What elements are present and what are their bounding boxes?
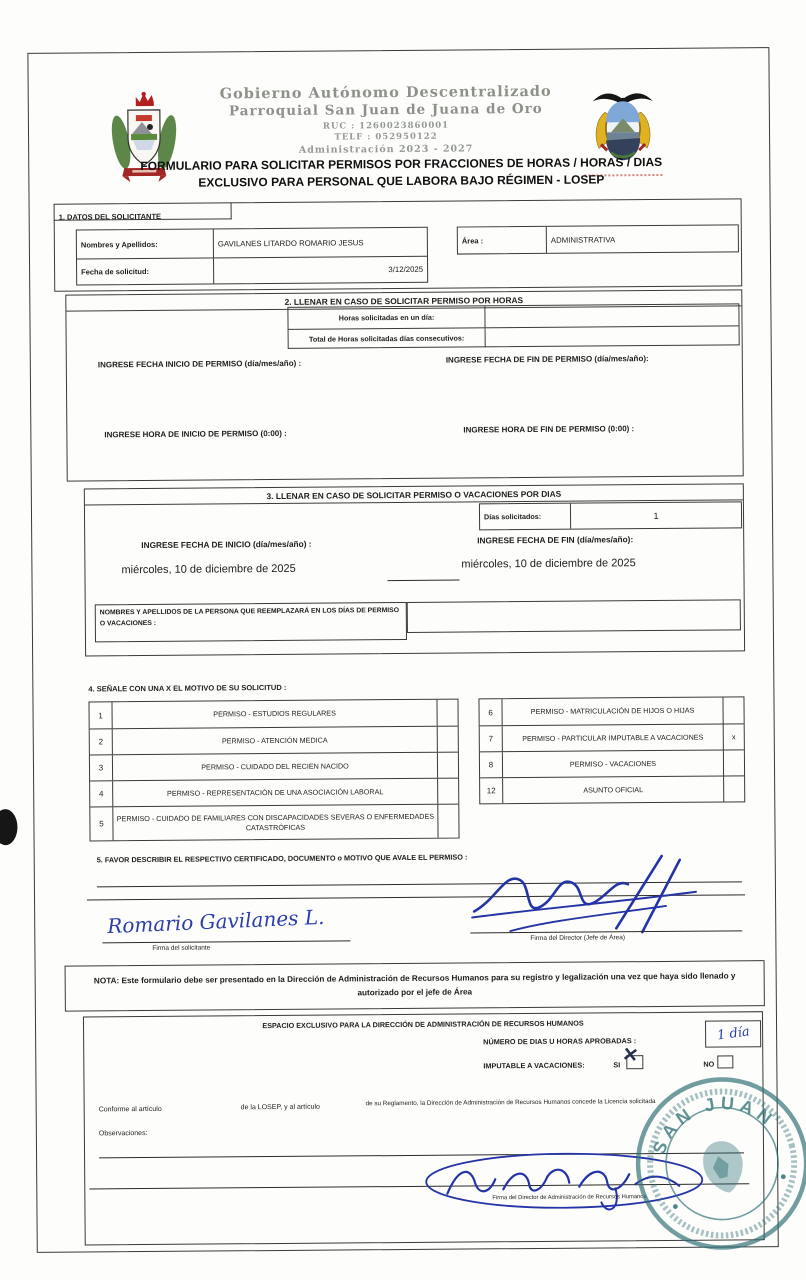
motivo-num: 6 [479,699,502,725]
hours-table [287,303,739,349]
motivo-row-4 [90,778,458,807]
motivo-num: 12 [480,778,503,803]
fecha-solicitud-value: 3/12/2025 [213,257,427,284]
form-title-line1: FORMULARIO PARA SOLICITAR PERMISOS POR FRACCIONES DE HORAS / HORAS / DIAS [140,154,663,174]
official-stamp [631,1073,806,1254]
fecha-solicitud-label: Fecha de solicitud: [81,266,150,277]
no-label: NO [703,1059,715,1069]
motivo-mark-cell [436,700,457,726]
motivo-row-5 [90,804,458,841]
hr-section-heading: ESPACIO EXCLUSIVO PARA LA DIRECCIÓN DE ADMINISTRACIÓN DE RECURSOS HUMANOS [262,1018,584,1031]
motivo-label: PERMISO - MATRICULACIÓN DE HIJOS O HIJAS [530,705,695,717]
applicant-table [76,227,428,286]
area-table [457,224,739,254]
form-title [76,153,726,192]
motivo-label: PERMISO - ATENCIÓN MEDICA [221,735,328,746]
motivo-mark-cell [723,750,744,775]
applicant-signature-handwriting: Romario Gavilanes L. [106,904,325,939]
days-table [479,501,742,530]
section3-heading: 3. LLENAR EN CASO DE SOLICITAR PERMISO O VACACIONES POR DIAS [85,484,743,505]
s3-fecha-fin-label: INGRESE FECHA DE FIN (día/mes/año): [477,534,634,546]
motivo-num: 1 [89,702,112,728]
hole-punch-mark [0,809,18,845]
motivo-mark-cell [437,779,458,804]
motivo-mark-cell [437,727,458,752]
motivos-table-right [478,696,745,804]
motivo-num: 3 [90,755,113,780]
form-title-line2: EXCLUSIVO PARA PERSONAL QUE LABORA BAJO RÉGIMEN - LOSEP [198,172,605,190]
org-name-line1: Gobierno Autónomo Descentralizado [219,82,552,103]
dias-solicitados-value: 1 [570,502,741,528]
s3-fecha-inicio-label: INGRESE FECHA DE INICIO (día/mes/año) : [141,538,312,551]
org-name-line2: Parroquial San Juan de Juana de Oro [228,100,543,120]
conforme-text-2: de la LOSEP, y al artículo [240,1103,320,1112]
motivo-row-3 [90,752,458,781]
horas-dia-value [484,304,738,327]
s2-fecha-inicio-label: INGRESE FECHA INICIO DE PERMISO (día/mes/año) : [97,358,302,370]
si-label: SI [613,1060,621,1070]
s2-fecha-fin-label: INGRESE FECHA DE FIN DE PERMISO (día/mes/año): [445,354,649,365]
conforme-text-1: Conforme al artículo [98,1105,162,1114]
motivo-num: 8 [480,752,503,777]
nota-text: NOTA: Este formulario debe ser presentado en la Dirección de Administración de Recursos Humanos para su registro y legalización una vez que haya sido llenado y autorizado por el jefe de Área [93,971,736,998]
motivo-label: PERMISO - CUIDADO DEL RECIEN NACIDO [201,761,349,772]
motivo-num: 7 [480,726,503,751]
motivo-row-8 [480,749,744,777]
stamp-text: SAN JUAN [648,1092,780,1158]
nombres-value: GAVILANES LITARDO ROMARIO JESUS [213,228,427,258]
area-label: Área : [461,235,484,246]
motivo-num: 2 [90,729,113,754]
horas-consecutivos-label: Total de Horas solicitadas días consecutivos: [308,333,465,344]
section1-heading: 1. DATOS DEL SOLICITANTE [58,211,162,222]
applicant-signature-label: Firma del solicitante [152,944,211,952]
s2-hora-fin-label: INGRESE HORA DE FIN DE PERMISO (0:00) : [463,424,635,435]
motivo-num: 5 [90,807,113,840]
motivo-label: PERMISO - REPRESENTACIÓN DE UNA ASOCIACIÓN LABORAL [166,786,384,798]
motivo-label: PERMISO - CUIDADO DE FAMILIARES CON DISCAPACIDADES SEVERAS O ENFERMEDADES CATASTRÓFICAS [116,811,435,832]
no-checkbox [717,1055,733,1068]
motivo-label: PERMISO - PARTICULAR IMPUTABLE A VACACIONES [522,732,704,743]
area-value: ADMINISTRATIVA [546,225,738,253]
reemplazo-label-box: NOMBRES Y APELLIDOS DE LA PERSONA QUE REEMPLAZARÁ EN LOS DÍAS DE PERMISO O VACACIONES : [95,602,407,642]
motivos-table-left [88,699,459,842]
org-telf: TELF : 052950122 [334,131,438,143]
s3-fecha-inicio-value: miércoles, 10 de diciembre de 2025 [121,562,296,577]
aprobadas-handwritten-value: 1 día [715,1024,751,1044]
aprobadas-value-box [705,1020,761,1047]
section2-heading: 2. LLENAR EN CASO DE SOLICITAR PERMISO POR HORAS [66,290,741,311]
motivo-num: 4 [90,781,113,806]
motivo-label: ASUNTO OFICIAL [583,784,644,795]
section5-heading: 5. FAVOR DESCRIBIR EL RESPECTIVO CERTIFICADO, DOCUMENTO o MOTIVO QUE AVALE EL PERMISO : [96,852,468,865]
motivo-row-6 [479,697,743,725]
motivo-mark-cell [723,776,744,801]
motivo-label: PERMISO - ESTUDIOS REGULARES [213,708,336,719]
s3-fecha-fin-value: miércoles, 10 de diciembre de 2025 [461,557,636,571]
motivo-row-2 [90,726,458,755]
motivo-row-1 [89,700,457,729]
motivo-mark-cell [437,805,458,838]
si-check-x-mark: ✕ [620,1044,640,1068]
motivo-label: PERMISO - VACACIONES [569,758,657,769]
dias-solicitados-label: Días solicitados: [484,511,542,522]
section1-heading-box [54,202,232,220]
header-text-block [186,83,587,157]
nombres-label: Nombres y Apellidos: [80,239,158,250]
org-ruc: RUC : 1260023860001 [322,120,450,132]
motivo-mark-cell [722,697,743,723]
hr-director-signature-label: Firma del Director de Administración de Recursos Humanos [492,1194,647,1202]
reemplazo-value-box [407,599,741,633]
horas-dia-label: Horas solicitadas en un día: [338,312,435,323]
motivo-row-12 [480,775,744,803]
motivo-x-mark: x [723,724,744,749]
area-director-signature-label: Firma del Director (Jefe de Área) [530,934,626,943]
section4-heading: 4. SEÑALE CON UNA X EL MOTIVO DE SU SOLICITUD : [88,682,287,694]
conforme-text-3: de su Reglamento, la Dirección de Administración de Recursos Humanos concede la Licencia solicitada [365,1098,656,1108]
motivo-mark-cell [437,753,458,778]
observaciones-label: Observaciones: [98,1130,148,1138]
s2-hora-inicio-label: INGRESE HORA DE INICIO DE PERMISO (0:00) : [104,428,287,440]
motivo-row-7 [480,723,744,751]
horas-consecutivos-value [485,326,739,347]
imputable-label: IMPUTABLE A VACACIONES: [483,1060,585,1071]
org-administration: Administración 2023 - 2027 [298,143,474,156]
aprobadas-label: NÚMERO DE DIAS U HORAS APROBADAS : [483,1036,637,1047]
